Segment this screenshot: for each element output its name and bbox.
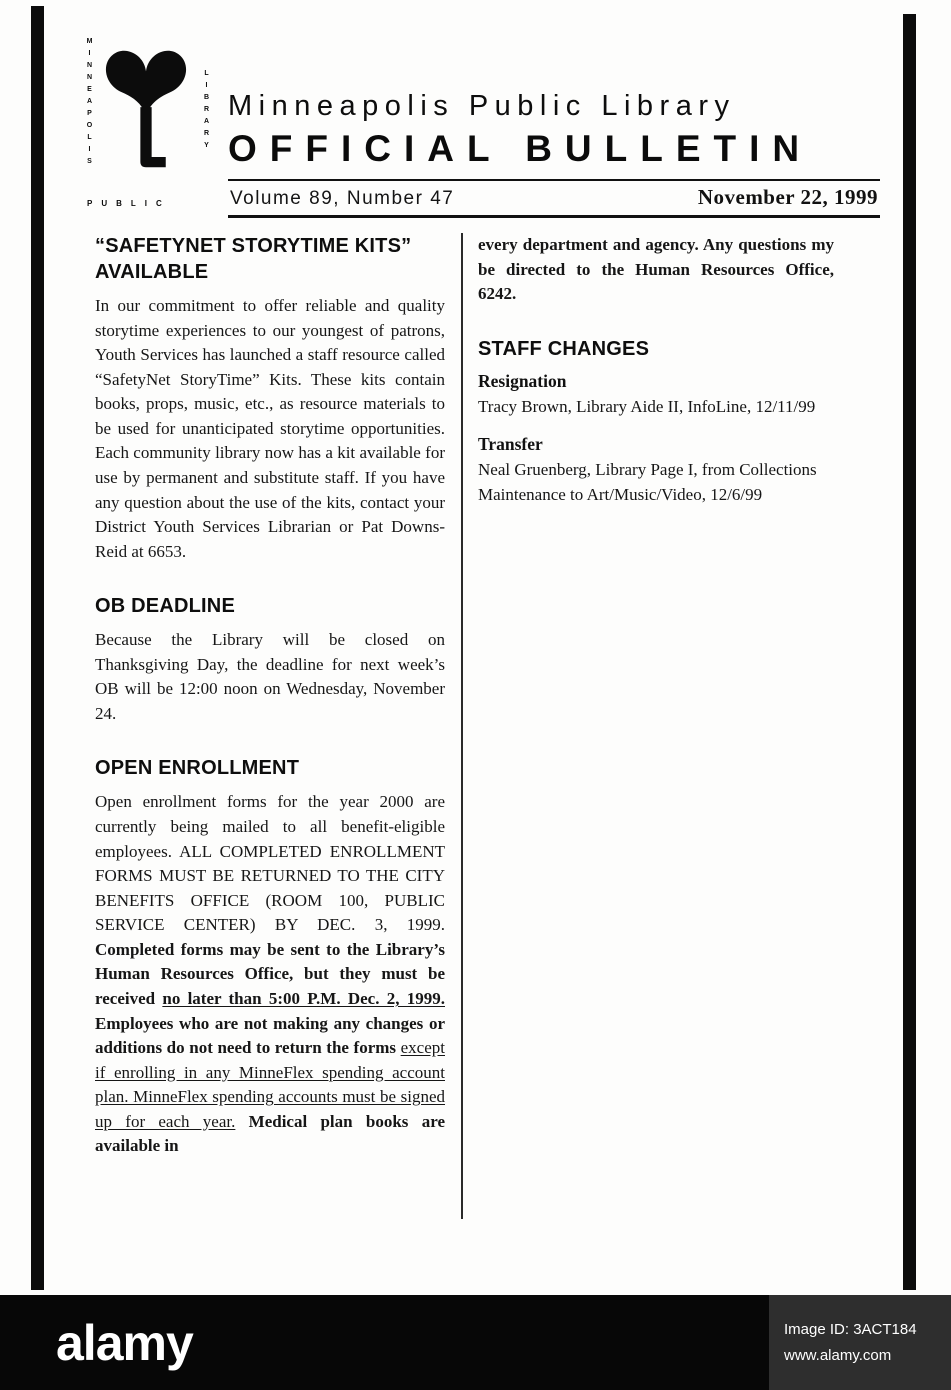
open-enrollment-seg6-bold: Medical plan books are available in <box>95 1111 445 1156</box>
open-enrollment-seg3-bold-underline: no later than 5:00 P.M. Dec. 2, 1999. <box>162 988 445 1008</box>
scan-edge-left <box>31 6 44 1290</box>
transfer-subhead: Transfer <box>478 434 543 455</box>
volume-number: Volume 89, Number 47 <box>230 188 455 209</box>
staff-changes-heading: STAFF CHANGES <box>478 337 650 360</box>
right-column <box>478 233 834 515</box>
watermark-info-box <box>769 1295 951 1390</box>
alamy-logo: alamy <box>56 1314 193 1371</box>
library-name: Minneapolis Public Library <box>228 90 736 122</box>
header-rule-bottom <box>228 215 880 218</box>
safetynet-heading-line2: AVAILABLE <box>95 261 209 283</box>
bulletin-title: OFFICIAL BULLETIN <box>228 128 813 169</box>
mpl-monogram-icon <box>99 38 193 180</box>
library-logo <box>86 36 212 212</box>
resignation-body: Tracy Brown, Library Aide II, InfoLine, 12/11/99 <box>478 396 816 416</box>
logo-bottom-text: PUBLIC <box>87 199 171 208</box>
volume-date-row <box>228 181 880 215</box>
safetynet-heading-line1: “SAFETYNET STORYTIME KITS” <box>95 235 412 257</box>
watermark-bar <box>0 1295 951 1390</box>
continuation-paragraph: every department and agency. Any questions my be directed to the Human Resources Office, 6242. <box>478 235 834 304</box>
open-enrollment-body <box>95 790 445 1158</box>
logo-vertical-text-right: LIBRARY <box>203 70 210 154</box>
open-enrollment-seg5-underline: except if enrolling in any MinneFlex spending account plan. MinneFlex spending accounts must be signed up for each year. <box>95 1038 445 1131</box>
open-enrollment-heading: OPEN ENROLLMENT <box>95 757 300 780</box>
safetynet-heading <box>95 233 445 285</box>
transfer-body: Neal Gruenberg, Library Page I, from Collections Maintenance to Art/Music/Video, 12/6/99 <box>478 460 817 504</box>
issue-date: November 22, 1999 <box>697 185 878 209</box>
masthead <box>228 90 880 218</box>
open-enrollment-seg4-bold: Employees who are not making any changes or additions do not need to return the forms <box>95 1013 445 1058</box>
safetynet-body: In our commitment to offer reliable and quality storytime experiences to our youngest of patrons, Youth Services has launched a staff resource called “SafetyNet StoryTime” Kits. These kits contain books, props, music, etc., as resource materials to be used for unanticipated storytime opportunities. Each community library now has a kit available for use by permanent and substitute staff. If you have any question about the use of the kits, contact your District Youth Services Librarian or Pat Downs-Reid at 6653. <box>95 296 445 561</box>
open-enrollment-seg1: Open enrollment forms for the year 2000 are currently being mailed to all benefit-eligible employees. ALL COMPLETED ENROLLMENT FORMS MUST BE RETURNED TO THE CITY BENEFITS OFFICE (ROOM 100, PUBLIC SERVICE CENTER) BY DEC. 3, 1999. <box>95 792 445 935</box>
ob-deadline-heading: OB DEADLINE <box>95 595 235 618</box>
resignation-subhead: Resignation <box>478 370 567 391</box>
ob-deadline-body: Because the Library will be closed on Thanksgiving Day, the deadline for next week’s OB will be 12:00 noon on Wednesday, November 24. <box>95 630 445 723</box>
watermark-image-id: Image ID: 3ACT184 <box>784 1321 917 1338</box>
column-divider <box>461 233 463 1219</box>
logo-vertical-text-left: MINNEAPOLIS <box>86 38 93 170</box>
open-enrollment-seg2-bold: Completed forms may be sent to the Library’s Human Resources Office, but they must be received <box>95 939 445 1008</box>
scan-edge-right <box>903 14 916 1290</box>
watermark-url: www.alamy.com <box>784 1347 892 1364</box>
left-column <box>95 233 445 1167</box>
